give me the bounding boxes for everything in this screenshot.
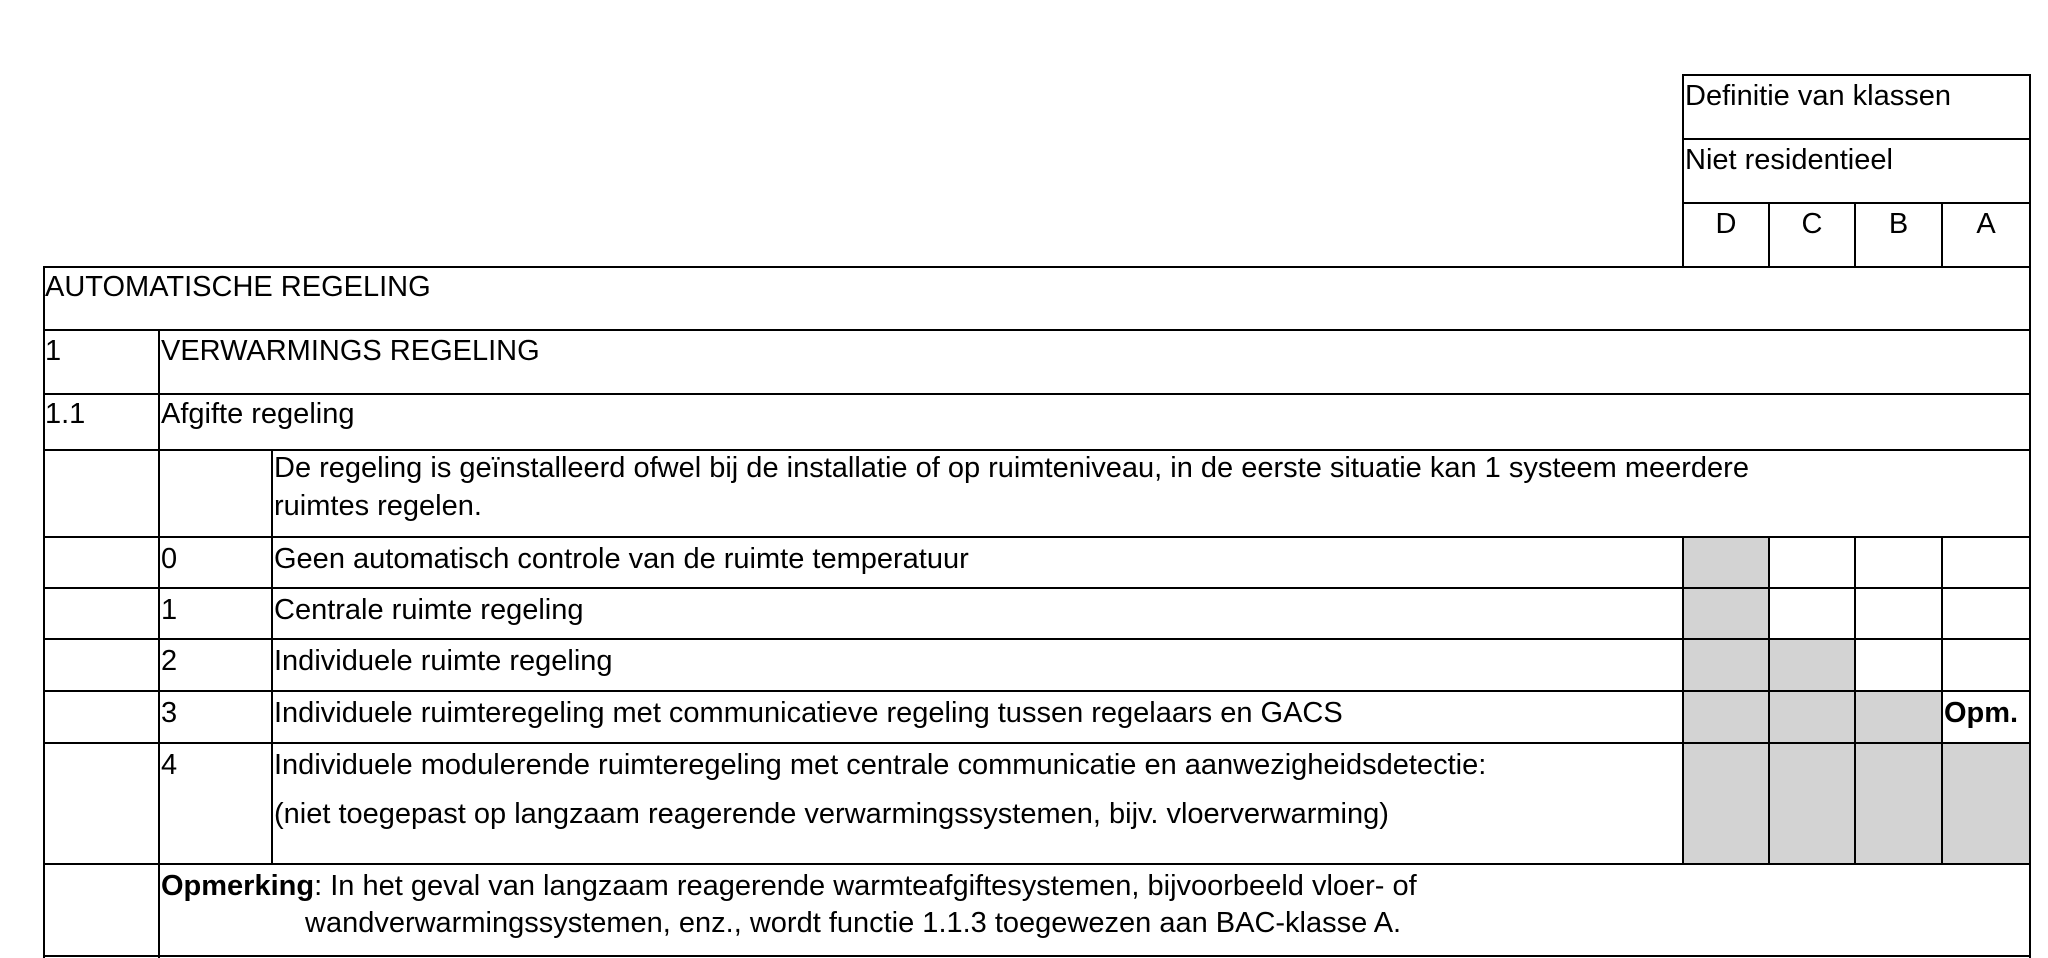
row-4-code: 4	[161, 749, 178, 781]
row-line-4	[43, 863, 2031, 865]
remark-label: Opmerking	[161, 870, 315, 902]
row-0-text: Geen automatisch controle van de ruimte temperatuur	[274, 543, 969, 575]
row-line-0	[43, 587, 2031, 589]
remark-text: : In het geval van langzaam reagerende warmteafgiftesystemen, bijvoorbeeld vloer- of	[314, 870, 1417, 902]
class-a-header: A	[1976, 208, 1996, 240]
subsection-number: 1.1	[45, 398, 86, 430]
subsection-description-line-2: ruimtes regelen.	[274, 490, 482, 522]
row-3-class-a-note: Opm.	[1944, 697, 2019, 729]
remark-line-1	[161, 869, 1417, 903]
table-border-left	[43, 266, 45, 958]
class-c-header: C	[1801, 208, 1823, 240]
row-3-class-d-shade	[1683, 692, 1769, 743]
header-box-right-border	[2029, 74, 2031, 268]
remark-line-2: wandverwarmingssystemen, enz., wordt functie 1.1.3 toegewezen aan BAC-klasse A.	[305, 907, 1402, 939]
code-column-divider	[271, 449, 273, 863]
class-d-header: D	[1715, 208, 1737, 240]
row-0-code: 0	[161, 543, 178, 575]
row-1-code: 1	[161, 594, 178, 626]
row-1-class-d-shade	[1683, 589, 1769, 639]
row-2-code: 2	[161, 645, 178, 677]
row-3-text: Individuele ruimteregeling met communicatieve regeling tussen regelaars en GACS	[274, 697, 1343, 729]
number-column-divider	[158, 329, 160, 958]
row-0-class-d-shade	[1683, 538, 1769, 588]
class-b-header: B	[1888, 208, 1909, 240]
table-border-right	[2029, 266, 2031, 958]
row-line-2	[43, 690, 2031, 692]
subsection-description-line-1: De regeling is geïnstalleerd ofwel bij de installatie of op ruimteniveau, in de eerste situatie kan 1 systeem meerdere	[274, 452, 1749, 484]
non-residential-label: Niet residentieel	[1685, 144, 1893, 176]
row-1-text: Centrale ruimte regeling	[274, 594, 584, 626]
section-heading: VERWARMINGS REGELING	[161, 335, 540, 367]
row-4-class-a-shade	[1943, 744, 2029, 864]
row-4-class-d-shade	[1683, 744, 1769, 864]
row-4-class-b-shade	[1856, 744, 1942, 864]
table-border-top	[43, 266, 2031, 268]
class-column-left-border	[1682, 536, 1684, 863]
subsection-heading: Afgifte regeling	[161, 398, 355, 430]
row-3-code: 3	[161, 697, 178, 729]
row-line-description	[43, 536, 2031, 538]
row-2-text: Individuele ruimte regeling	[274, 645, 613, 677]
row-line-3	[43, 742, 2031, 744]
row-4-text-continued: (niet toegepast op langzaam reagerende verwarmingssystemen, bijv. vloerverwarming)	[274, 798, 1389, 830]
classes-definition-title: Definitie van klassen	[1685, 80, 1951, 112]
section-title: AUTOMATISCHE REGELING	[45, 271, 431, 303]
header-box-divider-1	[1682, 138, 2031, 140]
row-3-class-b-shade	[1856, 692, 1942, 743]
row-3-class-c-shade	[1770, 692, 1855, 743]
class-divider-ba	[1941, 536, 1943, 863]
class-divider-cb	[1854, 536, 1856, 863]
section-number: 1	[45, 335, 62, 367]
row-2-class-c-shade	[1770, 640, 1855, 691]
header-box-top-border	[1682, 74, 2031, 76]
row-line-1	[43, 638, 2031, 640]
row-4-text: Individuele modulerende ruimteregeling met centrale communicatie en aanwezigheidsdetectie:	[274, 749, 1487, 781]
row-4-class-c-shade	[1770, 744, 1855, 864]
row-line-heading	[43, 393, 2031, 395]
class-divider-dc	[1768, 536, 1770, 863]
row-line-remark	[43, 955, 2031, 957]
row-line-section	[43, 329, 2031, 331]
row-2-class-d-shade	[1683, 640, 1769, 691]
header-box-divider-2	[1682, 202, 2031, 204]
